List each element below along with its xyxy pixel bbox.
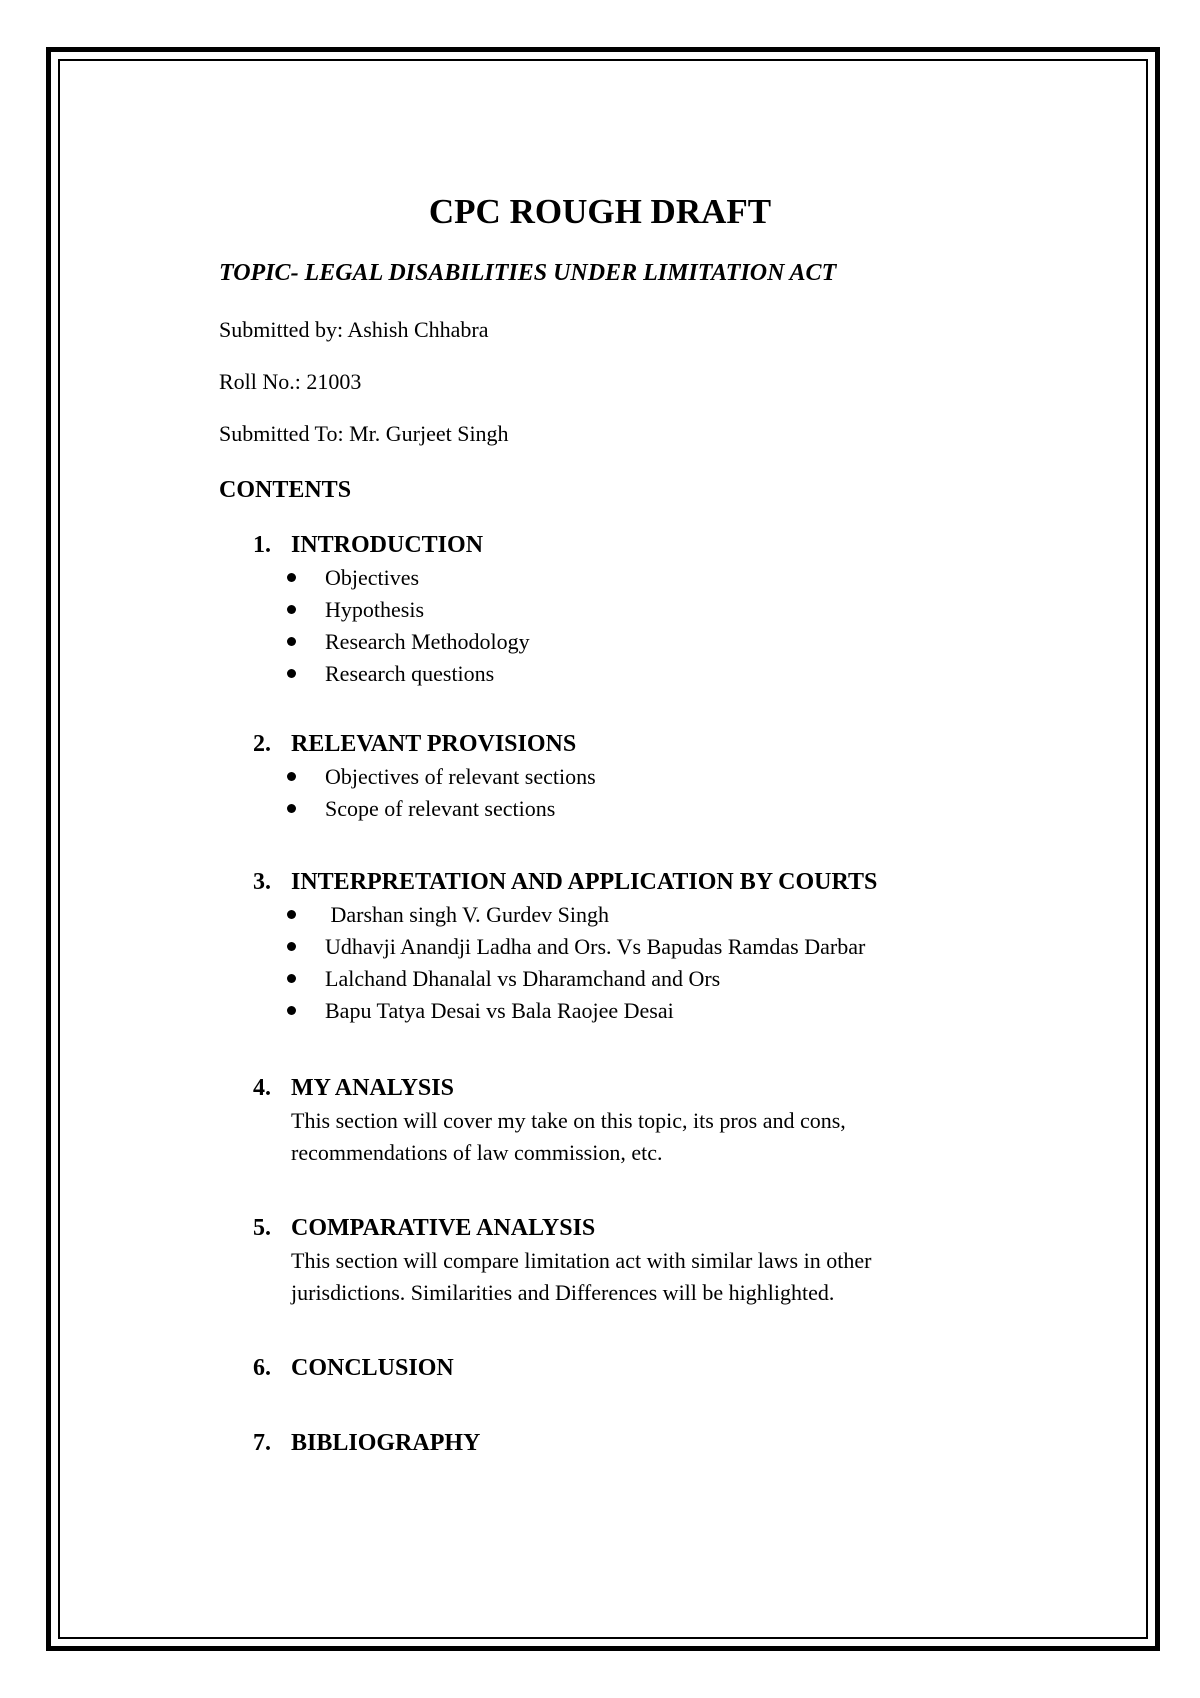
section-description: This section will cover my take on this topic, its pros and cons, recommendations of law commission, etc. xyxy=(291,1108,846,1165)
document-title: CPC ROUGH DRAFT xyxy=(428,192,772,231)
section-number: 1. xyxy=(253,532,271,558)
section-number: 5. xyxy=(253,1215,271,1241)
bullet-list xyxy=(253,562,1033,690)
section-heading xyxy=(253,530,1033,560)
bullet-icon xyxy=(287,605,296,614)
section-description: This section will compare limitation act with similar laws in other jurisdictions. Similarities and Differences will be highlighted. xyxy=(291,1248,872,1305)
list-item: Udhavji Anandji Ladha and Ors. Vs Bapudas Ramdas Darbar xyxy=(325,931,1033,963)
topic-line: TOPIC- LEGAL DISABILITIES UNDER LIMITATION ACT xyxy=(219,260,837,286)
contents-heading: CONTENTS xyxy=(219,477,352,503)
section-heading xyxy=(253,1428,1033,1458)
bullet-icon xyxy=(287,772,296,781)
section-heading xyxy=(253,1073,1033,1103)
list-item: Objectives xyxy=(325,562,1033,594)
section-heading xyxy=(253,867,1033,897)
section-title: INTRODUCTION xyxy=(291,532,484,558)
section-heading xyxy=(253,1213,1033,1243)
list-item: Objectives of relevant sections xyxy=(325,761,1033,793)
section-heading xyxy=(253,729,1033,759)
submitted-by: Submitted by: Ashish Chhabra xyxy=(219,317,489,342)
list-item: Research questions xyxy=(325,658,1033,690)
section-title: INTERPRETATION AND APPLICATION BY COURTS xyxy=(291,869,878,895)
list-item: Darshan singh V. Gurdev Singh xyxy=(325,899,1033,931)
list-item: Hypothesis xyxy=(325,594,1033,626)
section-title: MY ANALYSIS xyxy=(291,1075,454,1101)
section-bibliography xyxy=(253,1428,1033,1458)
bullet-icon xyxy=(287,910,296,919)
bullet-list xyxy=(253,899,1033,1027)
page-border-inner xyxy=(58,59,1148,1639)
section-number: 3. xyxy=(253,869,271,895)
bullet-icon xyxy=(287,942,296,951)
section-title: COMPARATIVE ANALYSIS xyxy=(291,1215,596,1241)
bullet-icon xyxy=(287,1006,296,1015)
bullet-icon xyxy=(287,974,296,983)
section-number: 2. xyxy=(253,731,271,757)
bullet-list xyxy=(253,761,1033,825)
bullet-icon xyxy=(287,669,296,678)
section-introduction xyxy=(253,530,1033,690)
roll-number: Roll No.: 21003 xyxy=(219,369,362,394)
section-comparative-analysis xyxy=(253,1213,1033,1309)
section-number: 4. xyxy=(253,1075,271,1101)
section-title: RELEVANT PROVISIONS xyxy=(291,731,577,757)
section-interpretation xyxy=(253,867,1033,1027)
section-conclusion xyxy=(253,1353,1033,1383)
list-item: Bapu Tatya Desai vs Bala Raojee Desai xyxy=(325,995,1033,1027)
section-relevant-provisions xyxy=(253,729,1033,825)
list-item: Research Methodology xyxy=(325,626,1033,658)
section-my-analysis xyxy=(253,1073,1033,1169)
list-item: Lalchand Dhanalal vs Dharamchand and Ors xyxy=(325,963,1033,995)
bullet-icon xyxy=(287,637,296,646)
section-heading xyxy=(253,1353,1033,1383)
bullet-icon xyxy=(287,804,296,813)
section-number: 7. xyxy=(253,1430,271,1456)
submitted-to: Submitted To: Mr. Gurjeet Singh xyxy=(219,421,509,446)
list-item: Scope of relevant sections xyxy=(325,793,1033,825)
section-title: BIBLIOGRAPHY xyxy=(291,1430,481,1456)
section-number: 6. xyxy=(253,1355,271,1381)
bullet-icon xyxy=(287,573,296,582)
section-title: CONCLUSION xyxy=(291,1355,454,1381)
